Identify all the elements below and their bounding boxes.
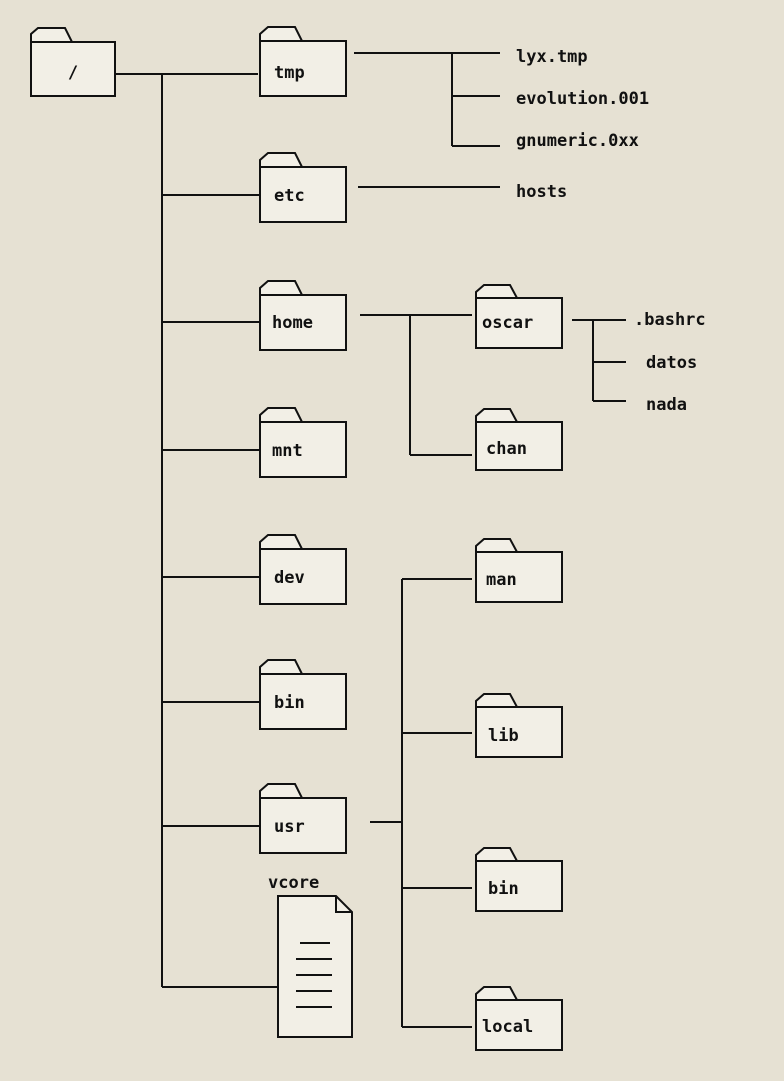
file-label: .bashrc	[634, 310, 706, 330]
folder-etc	[260, 153, 346, 222]
folder-icon	[260, 27, 346, 96]
folder-label-tmp: tmp	[274, 63, 305, 83]
file-label-vcore: vcore	[268, 873, 320, 893]
tmp-connectors	[354, 53, 500, 146]
document-icon	[278, 896, 352, 1037]
folder-local	[476, 987, 562, 1050]
folder-usr	[260, 784, 346, 853]
folder-label-man: man	[486, 570, 517, 590]
root-folder	[31, 28, 115, 96]
folder-chan	[476, 409, 562, 470]
file-label: hosts	[516, 182, 568, 202]
usr-connectors	[370, 579, 472, 1027]
oscar-connectors	[572, 320, 626, 401]
root-folder-icon	[31, 28, 115, 96]
folder-label-usr: usr	[274, 817, 305, 837]
folder-label-oscar: oscar	[482, 313, 534, 333]
folder-label-mnt: mnt	[272, 441, 303, 461]
file-label: gnumeric.0xx	[516, 131, 639, 151]
file-label: lyx.tmp	[516, 47, 588, 67]
folder-bin	[260, 660, 346, 729]
file-label: nada	[646, 395, 687, 415]
folder-label-bin: bin	[274, 693, 305, 713]
folder-usr-bin	[476, 848, 562, 911]
folder-label-dev: dev	[274, 568, 305, 588]
folder-dev	[260, 535, 346, 604]
folder-label-chan: chan	[486, 439, 527, 459]
folder-label-home: home	[272, 313, 313, 333]
home-connectors	[360, 315, 472, 455]
file-vcore	[268, 873, 352, 1037]
root-label: /	[67, 63, 79, 83]
folder-lib	[476, 694, 562, 757]
file-label: datos	[646, 353, 698, 373]
folder-man	[476, 539, 562, 602]
folder-mnt	[260, 408, 346, 477]
file-label: evolution.001	[516, 89, 650, 109]
folder-home	[260, 281, 346, 350]
root-connectors	[115, 74, 278, 987]
folder-label-etc: etc	[274, 186, 305, 206]
folder-oscar	[476, 285, 562, 348]
folder-label-bin: bin	[488, 879, 519, 899]
folder-label-local: local	[482, 1017, 534, 1037]
folder-label-lib: lib	[488, 726, 519, 746]
folder-tmp	[260, 27, 346, 96]
